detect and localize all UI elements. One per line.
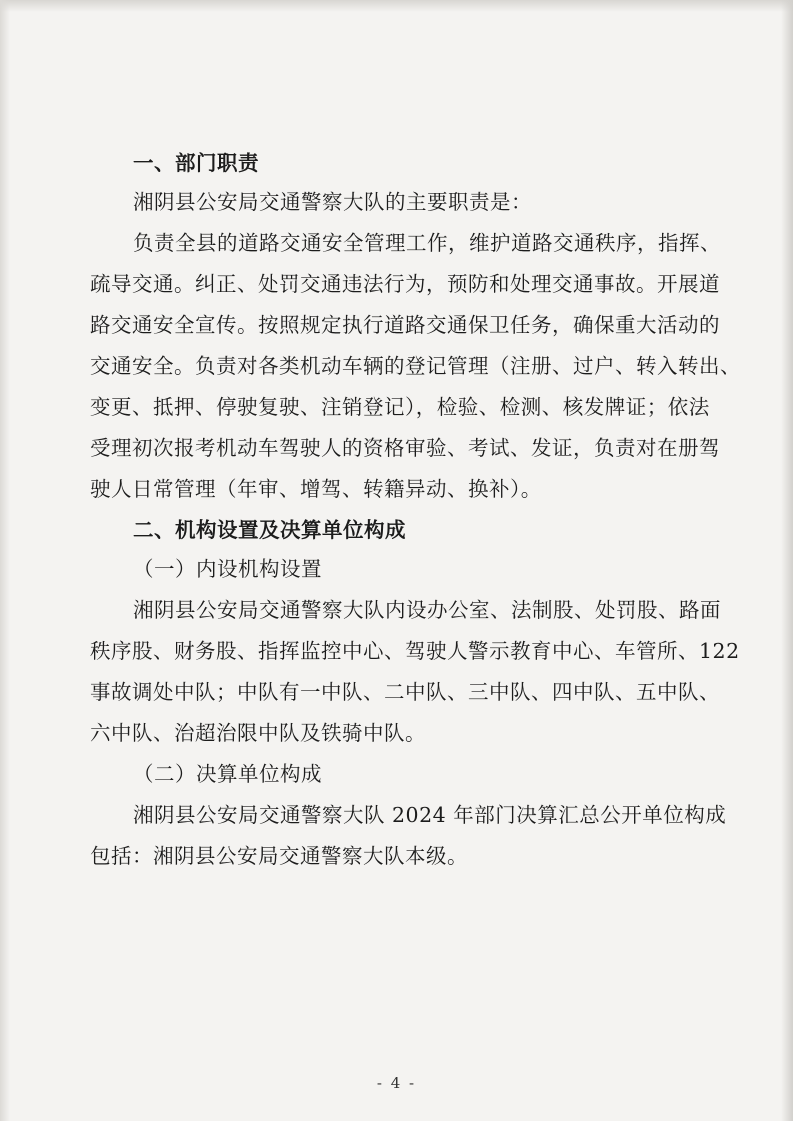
responsibilities-line: 交通安全。负责对各类机动车辆的登记管理（注册、过户、转入转出、 xyxy=(90,354,741,378)
page-number: - 4 - xyxy=(376,1074,417,1092)
internal-structure-line: 秩序股、财务股、指挥监控中心、驾驶人警示教育中心、车管所、122 xyxy=(90,639,740,663)
subsection-heading-units: （二）决算单位构成 xyxy=(133,762,322,786)
responsibilities-line: 负责全县的道路交通安全管理工作，维护道路交通秩序，指挥、 xyxy=(133,231,721,255)
scan-edge-right xyxy=(781,0,793,1121)
responsibilities-line: 驶人日常管理（年审、增驾、转籍异动、换补）。 xyxy=(90,477,542,501)
internal-structure-line: 湘阴县公安局交通警察大队内设办公室、法制股、处罚股、路面 xyxy=(133,598,721,622)
units-line: 包括：湘阴县公安局交通警察大队本级。 xyxy=(90,844,468,868)
responsibilities-line: 受理初次报考机动车驾驶人的资格审验、考试、发证，负责对在册驾 xyxy=(90,436,720,460)
responsibilities-line: 路交通安全宣传。按照规定执行道路交通保卫任务，确保重大活动的 xyxy=(90,313,720,337)
units-line: 湘阴县公安局交通警察大队 2024 年部门决算汇总公开单位构成 xyxy=(133,803,727,827)
scan-edge-left xyxy=(0,0,10,1121)
responsibilities-intro: 湘阴县公安局交通警察大队的主要职责是： xyxy=(133,190,532,214)
section-heading-organization: 二、机构设置及决算单位构成 xyxy=(133,518,406,542)
responsibilities-line: 疏导交通。纠正、处罚交通违法行为，预防和处理交通事故。开展道 xyxy=(90,272,720,296)
responsibilities-line: 变更、抵押、停驶复驶、注销登记），检验、检测、核发牌证；依法 xyxy=(90,395,710,419)
scan-edge-top xyxy=(0,0,793,12)
section-heading-responsibilities: 一、部门职责 xyxy=(133,151,259,175)
internal-structure-line: 六中队、治超治限中队及铁骑中队。 xyxy=(90,721,426,745)
subsection-heading-internal: （一）内设机构设置 xyxy=(133,557,322,581)
internal-structure-line: 事故调处中队；中队有一中队、二中队、三中队、四中队、五中队、 xyxy=(90,680,720,704)
